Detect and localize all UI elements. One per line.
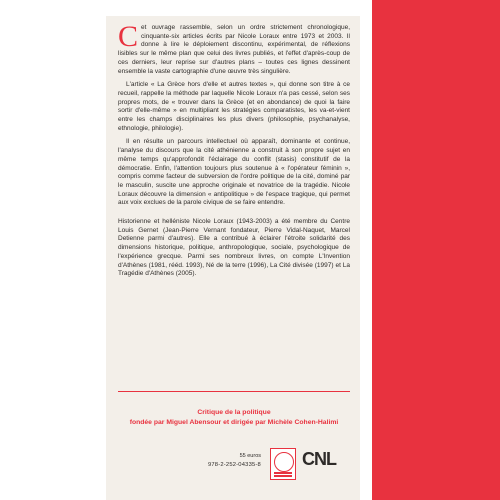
- cover-red-band: [372, 0, 500, 500]
- cnl-logo-icon: [302, 448, 342, 478]
- cnl-logo-text: CNL: [302, 449, 336, 469]
- back-cover-panel: [106, 16, 360, 500]
- publisher-seal-line: [274, 472, 292, 474]
- publisher-seal-line: [274, 475, 292, 477]
- isbn: 978-2-252-04335-8: [207, 462, 261, 468]
- drop-cap: C: [118, 20, 139, 53]
- divider: [118, 391, 350, 392]
- author-bio: Historienne et helléniste Nicole Loraux (1943-2003) a été membre du Centre Louis Gernet (Jean-Pierre Vernant fondateur, Pierre Vidal-Naquet, Marcel Detienne parmi d'autres). Elle a contribué à éclairer l'étroite solidarité des dimensions historique, politique, anthropologique, sociale, psychologique de l'expérience grecque. Parmi ses nombreux livres, on compte L'Invention d'Athènes (1981, rééd. 1993), Né de la terre (1996), La Cité divisée (1997) et La Tragédie d'Athènes (2005).: [118, 218, 350, 278]
- blurb-paragraph-1-text: et ouvrage rassemble, selon un ordre strictement chronologique, cinquante-six articles écrits par Nicole Loraux entre 1973 et 2003. Il donne à lire le déploiement discontinu, expérimental, de réflexions lisibles sur le même plan que celui des livres publiés, et l'effet d'après-coup de ces derniers, leur reprise sur d'autres plans – toutes ces lignes dessinent ensemble la vaste cartographie d'une œuvre très singulière.: [118, 24, 350, 75]
- blurb-paragraph-3: Il en résulte un parcours intellectuel où apparaît, dominante et continue, l'analyse du discours que la cité athénienne a construit à son propre sujet en même temps qu'approfondit l'éclairage du conflit (stasis) constitutif de la démocratie. Enfin, l'attention toujours plus soutenue à « l'opérateur féminin », compris comme facteur de subversion de l'ordre politique de la cité, dominé par le masculin, suscite une approche originale et novatrice de la tragédie. Nicole Loraux découvre la dimension « antipolitique » de l'espace tragique, qui permet aux voix exclues de la parole civique de se faire entendre.: [118, 138, 350, 207]
- cover-left-edge: [0, 0, 14, 500]
- publisher-seal-circle: [274, 452, 294, 472]
- price: 55 euros: [239, 453, 261, 459]
- series-title: Critique de la politique: [197, 409, 271, 416]
- blurb-paragraph-2: L'article « La Grèce hors d'elle et autres textes », qui donne son titre à ce recueil, rappelle la méthode par laquelle Nicole Loraux n'a pas cessé, selon ses propres mots, de « trouver dans la Grèce (et en abondance) de quoi la faire sortir d'elle-même » en multipliant les stratégies comparatistes, les va-et-vient entre les champs disciplinaires les plus divers (philosophie, psychanalyse, ethnologie, philologie).: [118, 81, 350, 132]
- series-info: [114, 408, 354, 427]
- series-editors: fondée par Miguel Abensour et dirigée par Michèle Cohen-Halimi: [129, 418, 339, 426]
- publisher-logo-icon: [270, 448, 296, 480]
- blurb-text: [118, 20, 350, 284]
- blurb-paragraph-1: [118, 20, 350, 76]
